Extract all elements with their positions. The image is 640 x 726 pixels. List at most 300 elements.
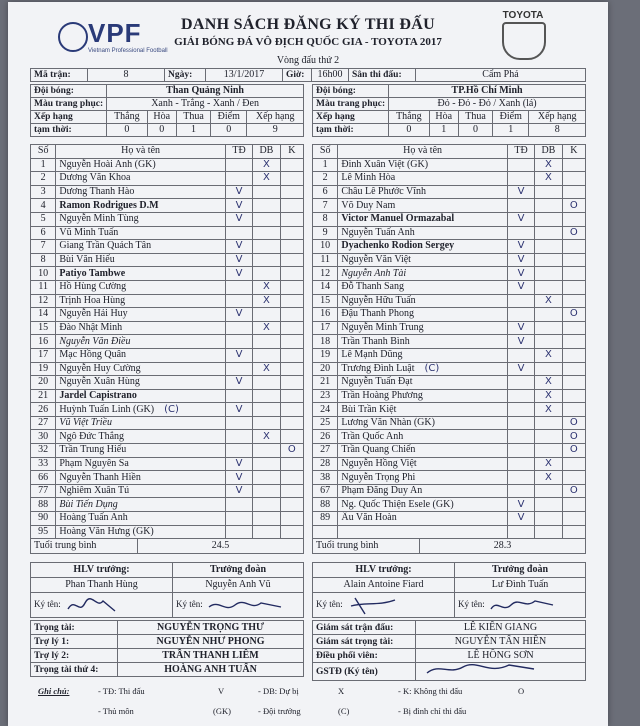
left-average-age bbox=[30, 538, 304, 554]
substitute-mark bbox=[253, 457, 280, 471]
player-row bbox=[313, 267, 586, 281]
played-mark: V bbox=[507, 335, 534, 349]
legend-gk-symbol: (GK) bbox=[213, 706, 231, 716]
player-row bbox=[313, 253, 586, 267]
substitute-mark: X bbox=[253, 280, 280, 294]
player-row bbox=[31, 158, 304, 172]
played-mark: V bbox=[507, 498, 534, 512]
legend bbox=[38, 682, 598, 724]
substitute-mark bbox=[253, 471, 280, 485]
fourth-official-name: HOÀNG ANH TUẤN bbox=[118, 663, 304, 677]
not-playing-mark bbox=[280, 335, 303, 349]
not-playing-mark: O bbox=[562, 308, 585, 322]
player-name: Trần Quốc Anh bbox=[338, 430, 507, 444]
played-mark: V bbox=[507, 212, 534, 226]
toyota-logo-text: TOYOTA bbox=[502, 10, 544, 21]
substitute-mark bbox=[535, 444, 562, 458]
player-row bbox=[31, 498, 304, 512]
vpf-logo-tagline: Vietnam Professional Football bbox=[88, 48, 168, 54]
player-name bbox=[338, 525, 507, 539]
not-playing-mark bbox=[562, 471, 585, 485]
substitute-mark bbox=[253, 212, 280, 226]
legend-captain: - Đội trưởng bbox=[258, 706, 301, 716]
player-row bbox=[313, 498, 586, 512]
player-number: 67 bbox=[313, 484, 338, 498]
played-mark bbox=[507, 389, 534, 403]
left-list-header bbox=[31, 145, 304, 159]
player-row bbox=[31, 403, 304, 417]
player-row bbox=[313, 457, 586, 471]
played-mark bbox=[507, 199, 534, 213]
not-playing-mark bbox=[562, 158, 585, 172]
substitute-mark bbox=[535, 321, 562, 335]
substitute-mark bbox=[535, 484, 562, 498]
sheet-subtitle: GIẢI BÓNG ĐÁ VÔ ĐỊCH QUỐC GIA - TOYOTA 2017 bbox=[174, 36, 442, 48]
played-mark bbox=[225, 362, 252, 376]
player-number: 6 bbox=[313, 185, 338, 199]
not-playing-mark bbox=[280, 389, 303, 403]
not-playing-mark bbox=[562, 525, 585, 539]
draw-label: Hòa bbox=[429, 111, 458, 124]
not-playing-mark bbox=[562, 185, 585, 199]
substitute-mark bbox=[535, 308, 562, 322]
player-name: Nguyễn Tuấn Đạt bbox=[338, 376, 507, 390]
player-name: Võ Duy Nam bbox=[338, 199, 507, 213]
player-row bbox=[31, 484, 304, 498]
date-label: Ngày: bbox=[165, 69, 206, 82]
player-row bbox=[313, 335, 586, 349]
player-row bbox=[31, 240, 304, 254]
substitute-mark bbox=[253, 484, 280, 498]
not-playing-mark bbox=[280, 240, 303, 254]
played-mark: V bbox=[225, 471, 252, 485]
played-mark bbox=[225, 226, 252, 240]
substitute-mark bbox=[253, 348, 280, 362]
captain-mark: (C) bbox=[164, 403, 179, 415]
played-mark bbox=[507, 457, 534, 471]
played-mark bbox=[507, 484, 534, 498]
position-label: Xếp hạng bbox=[529, 111, 586, 124]
team-label: Đội bóng: bbox=[313, 85, 389, 98]
left-coach-signature-cell bbox=[31, 593, 173, 618]
points-label: Điểm bbox=[211, 111, 247, 124]
substitute-mark bbox=[535, 416, 562, 430]
player-name: Hoàng Văn Hưng (GK) bbox=[56, 525, 225, 539]
coordinator-name: LÊ HỒNG SƠN bbox=[416, 649, 586, 663]
player-name: Mạc Hồng Quân bbox=[56, 348, 225, 362]
player-row bbox=[313, 321, 586, 335]
player-row bbox=[31, 267, 304, 281]
coach-label: HLV trưởng: bbox=[31, 563, 173, 578]
player-row bbox=[313, 525, 586, 539]
right-stat-points: 1 bbox=[493, 124, 529, 137]
player-number: 1 bbox=[313, 158, 338, 172]
substitute-mark: X bbox=[253, 294, 280, 308]
not-playing-mark bbox=[562, 321, 585, 335]
not-playing-mark bbox=[280, 484, 303, 498]
player-row bbox=[313, 199, 586, 213]
substitute-mark bbox=[535, 335, 562, 349]
not-playing-mark: O bbox=[280, 444, 303, 458]
venue-value: Cẩm Phả bbox=[416, 69, 586, 82]
substitute-mark bbox=[253, 335, 280, 349]
leader-label: Trưởng đoàn bbox=[173, 563, 304, 578]
player-number: 66 bbox=[31, 471, 56, 485]
not-playing-mark bbox=[280, 512, 303, 526]
substitute-mark bbox=[253, 240, 280, 254]
player-row bbox=[31, 348, 304, 362]
player-row bbox=[31, 444, 304, 458]
player-row bbox=[313, 444, 586, 458]
substitute-mark bbox=[535, 267, 562, 281]
legend-db-symbol: X bbox=[338, 686, 345, 696]
player-number: 21 bbox=[313, 376, 338, 390]
not-playing-mark bbox=[280, 308, 303, 322]
played-mark: V bbox=[225, 484, 252, 498]
player-name: Lương Văn Nhàn (GK) bbox=[338, 416, 507, 430]
player-number: 16 bbox=[313, 308, 338, 322]
not-playing-mark bbox=[562, 457, 585, 471]
sign-label: Ký tên: bbox=[458, 599, 485, 610]
coach-label: HLV trưởng: bbox=[313, 563, 455, 578]
not-playing-mark bbox=[280, 525, 303, 539]
player-row bbox=[313, 240, 586, 254]
player-number: 18 bbox=[313, 335, 338, 349]
substitute-mark: X bbox=[535, 471, 562, 485]
kit-label: Màu trang phục: bbox=[313, 98, 389, 111]
player-name: Huỳnh Tuấn Linh (GK) (C) bbox=[56, 403, 225, 417]
substitute-mark bbox=[253, 226, 280, 240]
player-number: 10 bbox=[313, 240, 338, 254]
player-number: 17 bbox=[313, 321, 338, 335]
substitute-mark bbox=[535, 226, 562, 240]
player-row bbox=[31, 308, 304, 322]
registration-sheet bbox=[8, 2, 608, 726]
points-label: Điểm bbox=[493, 111, 529, 124]
player-name: Đậu Thanh Phong bbox=[338, 308, 507, 322]
substitute-mark: X bbox=[253, 321, 280, 335]
header-name: Họ và tên bbox=[56, 145, 225, 159]
substitute-mark: X bbox=[253, 430, 280, 444]
header-name: Họ và tên bbox=[338, 145, 507, 159]
not-playing-mark bbox=[562, 212, 585, 226]
player-number: 30 bbox=[31, 430, 56, 444]
legend-captain-symbol: (C) bbox=[338, 706, 350, 716]
player-name: Dương Văn Khoa bbox=[56, 172, 225, 186]
left-team-name: Than Quảng Ninh bbox=[107, 85, 304, 98]
referee-supervisor-label: Giám sát trọng tài: bbox=[313, 635, 416, 649]
played-mark: V bbox=[507, 267, 534, 281]
player-number: 32 bbox=[31, 444, 56, 458]
player-number: 7 bbox=[31, 240, 56, 254]
player-name: Phạm Nguyên Sa bbox=[56, 457, 225, 471]
player-number: 3 bbox=[31, 185, 56, 199]
player-name: Nguyễn Hồng Việt bbox=[338, 457, 507, 471]
substitute-mark bbox=[253, 512, 280, 526]
player-number: 11 bbox=[313, 253, 338, 267]
right-team-info bbox=[312, 84, 586, 137]
player-row bbox=[31, 416, 304, 430]
player-name: Nguyễn Văn Điều bbox=[56, 335, 225, 349]
rank-label-2: tạm thời: bbox=[313, 124, 389, 137]
not-playing-mark bbox=[280, 416, 303, 430]
played-mark bbox=[507, 348, 534, 362]
substitute-mark: X bbox=[535, 158, 562, 172]
player-name: Patiyo Tambwe bbox=[56, 267, 225, 281]
played-mark bbox=[507, 308, 534, 322]
left-stat-win: 0 bbox=[107, 124, 147, 137]
player-number: 10 bbox=[31, 267, 56, 281]
played-mark bbox=[507, 444, 534, 458]
player-number: 89 bbox=[313, 512, 338, 526]
right-team-kit: Đỏ - Đỏ - Đỏ / Xanh (lá) bbox=[389, 98, 586, 111]
player-name: Lê Minh Hòa bbox=[338, 172, 507, 186]
player-number: 15 bbox=[31, 321, 56, 335]
substitute-mark bbox=[535, 185, 562, 199]
player-row bbox=[31, 525, 304, 539]
not-playing-mark bbox=[562, 253, 585, 267]
left-leader-name: Nguyễn Anh Vũ bbox=[173, 578, 304, 593]
referees-table bbox=[30, 620, 304, 677]
played-mark bbox=[507, 430, 534, 444]
assistant1-label: Trợ lý 1: bbox=[31, 635, 118, 649]
player-name: Phạm Đăng Duy An bbox=[338, 484, 507, 498]
player-number: 2 bbox=[31, 172, 56, 186]
player-name: Vũ Việt Triều bbox=[56, 416, 225, 430]
captain-mark: (C) bbox=[424, 362, 440, 374]
player-name: Nguyễn Minh Tùng bbox=[56, 212, 225, 226]
rank-label-2: tạm thời: bbox=[31, 124, 107, 137]
right-list-header bbox=[313, 145, 586, 159]
substitute-mark bbox=[535, 430, 562, 444]
header-k: K bbox=[562, 145, 585, 159]
leader-label: Trưởng đoàn bbox=[455, 563, 586, 578]
player-number: 15 bbox=[313, 294, 338, 308]
legend-db: - DB: Dự bị bbox=[258, 686, 299, 696]
player-row bbox=[313, 430, 586, 444]
player-name: Nguyễn Minh Trung bbox=[338, 321, 507, 335]
played-mark bbox=[507, 416, 534, 430]
player-number: 24 bbox=[313, 403, 338, 417]
not-playing-mark bbox=[280, 280, 303, 294]
player-number: 8 bbox=[31, 253, 56, 267]
left-player-list bbox=[30, 144, 304, 539]
match-supervisor-name: LÊ KIẾN GIANG bbox=[416, 621, 586, 635]
team-label: Đội bóng: bbox=[31, 85, 107, 98]
player-name: Trần Hoàng Phương bbox=[338, 389, 507, 403]
played-mark: V bbox=[507, 512, 534, 526]
legend-td-symbol: V bbox=[218, 686, 225, 696]
played-mark bbox=[225, 498, 252, 512]
player-name: Jardel Capistrano bbox=[56, 389, 225, 403]
player-row bbox=[313, 308, 586, 322]
left-stat-position: 9 bbox=[247, 124, 304, 137]
player-number: 20 bbox=[31, 376, 56, 390]
player-row bbox=[31, 321, 304, 335]
sign-label: Ký tên: bbox=[176, 599, 203, 610]
right-stat-draw: 1 bbox=[429, 124, 458, 137]
not-playing-mark bbox=[280, 172, 303, 186]
legend-gk: - Thủ môn bbox=[98, 706, 134, 716]
played-mark: V bbox=[507, 253, 534, 267]
player-number: 21 bbox=[31, 389, 56, 403]
supervisors-table bbox=[312, 620, 586, 681]
not-playing-mark bbox=[562, 389, 585, 403]
played-mark bbox=[225, 416, 252, 430]
player-name: Nghiêm Xuân Tú bbox=[56, 484, 225, 498]
player-name: Nguyễn Văn Việt bbox=[338, 253, 507, 267]
substitute-mark: X bbox=[535, 348, 562, 362]
right-average-age bbox=[312, 538, 586, 554]
leader-signature-icon bbox=[487, 595, 557, 615]
avg-age-label: Tuổi trung bình bbox=[313, 539, 420, 554]
player-name: Nguyễn Thanh Hiền bbox=[56, 471, 225, 485]
legend-k-symbol: O bbox=[518, 686, 525, 696]
round-label: Vòng đấu thứ 2 bbox=[276, 55, 340, 66]
played-mark bbox=[225, 321, 252, 335]
player-number: 6 bbox=[31, 226, 56, 240]
played-mark: V bbox=[225, 185, 252, 199]
substitute-mark bbox=[253, 525, 280, 539]
player-name: Vũ Minh Tuấn bbox=[56, 226, 225, 240]
legend-k: - K: Không thi đấu bbox=[398, 686, 463, 696]
player-number: 26 bbox=[313, 430, 338, 444]
not-playing-mark bbox=[280, 430, 303, 444]
not-playing-mark: O bbox=[562, 484, 585, 498]
left-coach-name: Phan Thanh Hùng bbox=[31, 578, 173, 593]
played-mark bbox=[507, 158, 534, 172]
player-number: 14 bbox=[31, 308, 56, 322]
left-leader-signature-cell bbox=[173, 593, 304, 618]
player-row bbox=[31, 430, 304, 444]
substitute-mark bbox=[253, 267, 280, 281]
header-td: TĐ bbox=[225, 145, 252, 159]
player-number: 28 bbox=[313, 457, 338, 471]
substitute-mark bbox=[253, 389, 280, 403]
not-playing-mark bbox=[280, 253, 303, 267]
played-mark bbox=[225, 294, 252, 308]
substitute-mark bbox=[535, 512, 562, 526]
substitute-mark bbox=[535, 498, 562, 512]
not-playing-mark bbox=[280, 457, 303, 471]
fourth-official-label: Trọng tài thứ 4: bbox=[31, 663, 118, 677]
vpf-logo-text: VPF bbox=[88, 18, 142, 48]
played-mark bbox=[507, 226, 534, 240]
player-number: 26 bbox=[31, 403, 56, 417]
played-mark bbox=[225, 512, 252, 526]
match-info-table bbox=[30, 68, 586, 82]
not-playing-mark bbox=[562, 294, 585, 308]
not-playing-mark bbox=[280, 376, 303, 390]
played-mark: V bbox=[225, 457, 252, 471]
substitute-mark: X bbox=[253, 172, 280, 186]
player-row bbox=[31, 172, 304, 186]
not-playing-mark bbox=[280, 294, 303, 308]
right-staff-table bbox=[312, 562, 586, 618]
player-row bbox=[31, 199, 304, 213]
player-row bbox=[313, 403, 586, 417]
date-value: 13/1/2017 bbox=[206, 69, 283, 82]
not-playing-mark bbox=[280, 498, 303, 512]
substitute-mark: X bbox=[253, 158, 280, 172]
substitute-mark bbox=[535, 240, 562, 254]
player-name: Trịnh Hoa Hùng bbox=[56, 294, 225, 308]
player-number: 33 bbox=[31, 457, 56, 471]
played-mark bbox=[225, 158, 252, 172]
substitute-mark bbox=[253, 444, 280, 458]
substitute-mark bbox=[253, 416, 280, 430]
player-name: Nguyễn Trọng Phi bbox=[338, 471, 507, 485]
player-name: Trần Quang Chiến bbox=[338, 444, 507, 458]
player-row bbox=[31, 389, 304, 403]
not-playing-mark: O bbox=[562, 226, 585, 240]
player-row bbox=[313, 158, 586, 172]
loss-label: Thua bbox=[176, 111, 210, 124]
rank-label: Xếp hạng bbox=[31, 111, 107, 124]
not-playing-mark: O bbox=[562, 430, 585, 444]
left-avg-age-value: 24.5 bbox=[138, 539, 304, 554]
not-playing-mark bbox=[562, 172, 585, 186]
player-number: 90 bbox=[31, 512, 56, 526]
leader-signature-icon bbox=[205, 595, 285, 615]
played-mark bbox=[225, 172, 252, 186]
match-supervisor-label: Giám sát trận đấu: bbox=[313, 621, 416, 635]
played-mark bbox=[225, 280, 252, 294]
left-team-kit: Xanh - Trắng - Xanh / Đen bbox=[107, 98, 304, 111]
not-playing-mark bbox=[562, 498, 585, 512]
player-row bbox=[313, 512, 586, 526]
player-number: 25 bbox=[313, 416, 338, 430]
not-playing-mark bbox=[280, 267, 303, 281]
substitute-mark bbox=[253, 199, 280, 213]
played-mark bbox=[507, 471, 534, 485]
player-number: 8 bbox=[313, 212, 338, 226]
avg-age-label: Tuổi trung bình bbox=[31, 539, 138, 554]
player-row bbox=[313, 172, 586, 186]
played-mark: V bbox=[225, 253, 252, 267]
win-label: Thắng bbox=[107, 111, 147, 124]
played-mark: V bbox=[225, 376, 252, 390]
player-row bbox=[31, 457, 304, 471]
player-row bbox=[313, 226, 586, 240]
coach-signature-icon bbox=[345, 594, 405, 616]
header-no: Số bbox=[31, 145, 56, 159]
player-row bbox=[313, 416, 586, 430]
gstd-sign-label: GSTĐ (Ký tên) bbox=[313, 663, 416, 681]
time-label: Giờ: bbox=[283, 69, 312, 82]
player-name: Nguyễn Hoài Anh (GK) bbox=[56, 158, 225, 172]
player-number: 12 bbox=[31, 294, 56, 308]
right-avg-age-value: 28.3 bbox=[420, 539, 586, 554]
played-mark: V bbox=[507, 362, 534, 376]
player-row bbox=[31, 212, 304, 226]
substitute-mark: X bbox=[535, 403, 562, 417]
not-playing-mark bbox=[562, 335, 585, 349]
player-number: 7 bbox=[313, 199, 338, 213]
player-name: Nguyễn Hữu Tuấn bbox=[338, 294, 507, 308]
not-playing-mark bbox=[280, 158, 303, 172]
kit-label: Màu trang phục: bbox=[31, 98, 107, 111]
player-name: Trần Thanh Bình bbox=[338, 335, 507, 349]
not-playing-mark bbox=[562, 267, 585, 281]
substitute-mark: X bbox=[253, 362, 280, 376]
not-playing-mark bbox=[562, 362, 585, 376]
substitute-mark: X bbox=[535, 389, 562, 403]
not-playing-mark bbox=[562, 280, 585, 294]
coach-signature-icon bbox=[63, 595, 123, 615]
played-mark bbox=[225, 335, 252, 349]
legend-label: Ghi chú: bbox=[38, 686, 70, 696]
